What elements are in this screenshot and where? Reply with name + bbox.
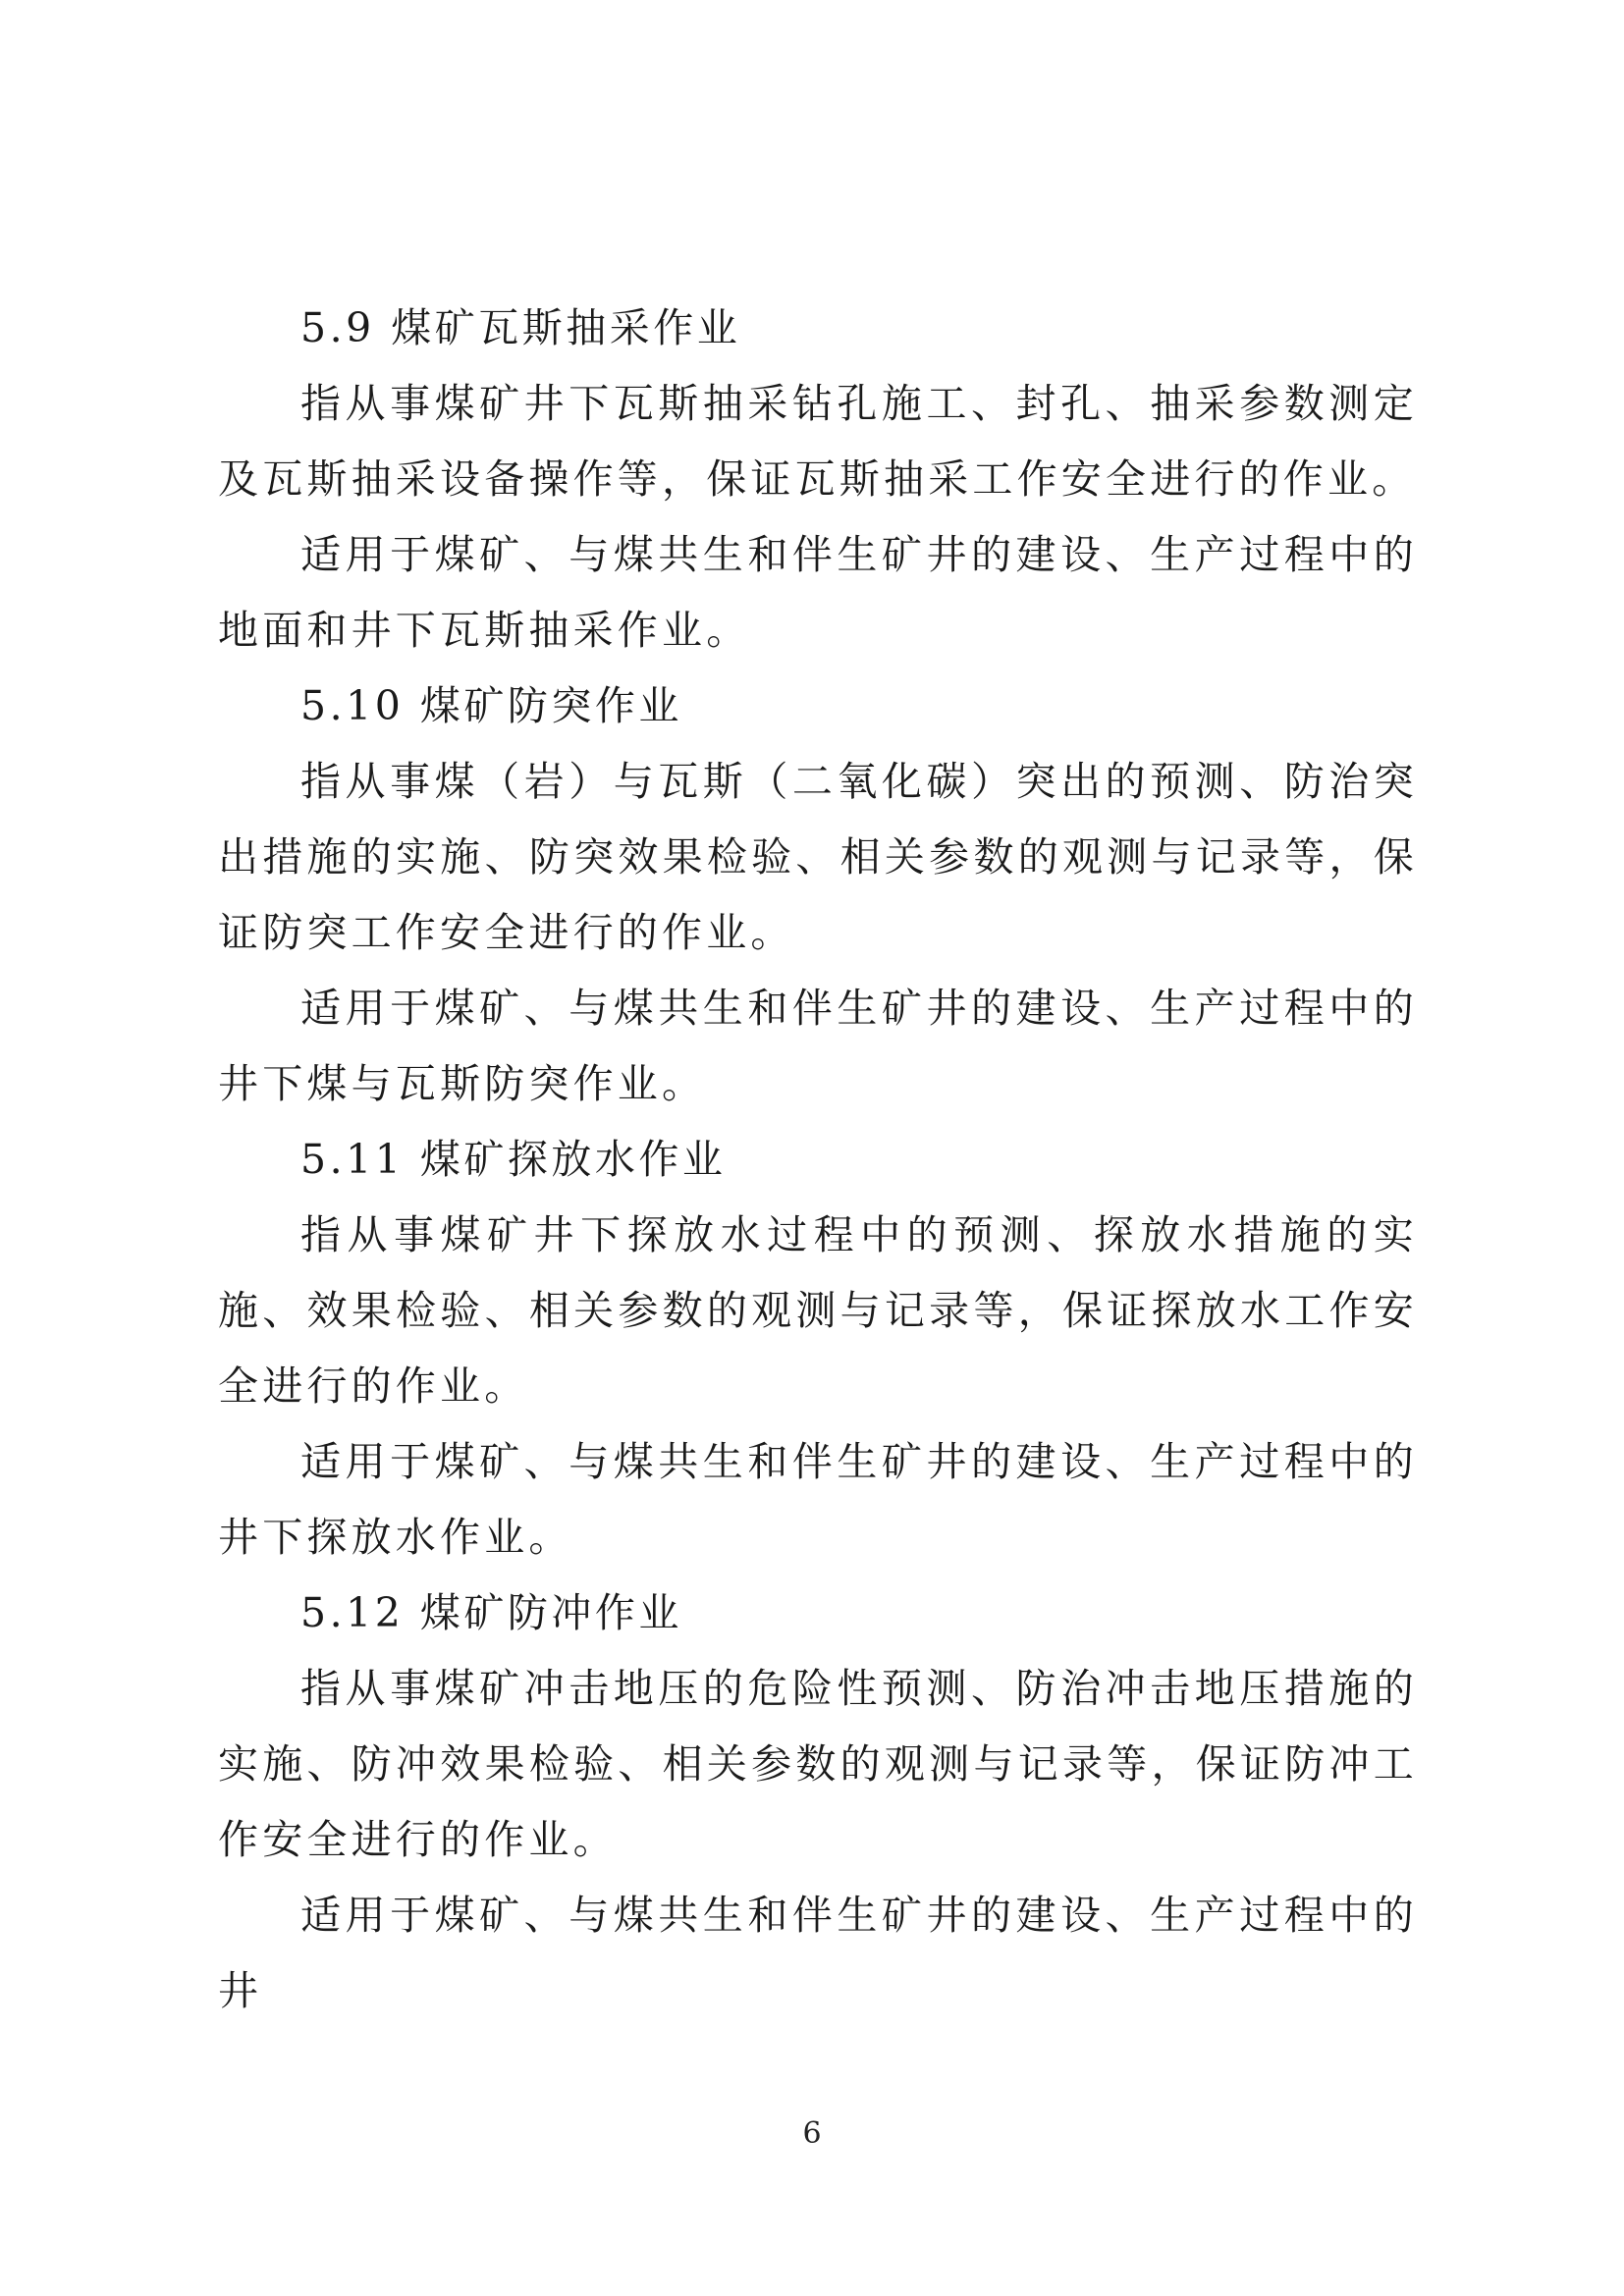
document-body xyxy=(218,291,1418,2029)
section-heading: 5.11 煤矿探放水作业 xyxy=(300,1136,727,1183)
section-definition: 指从事煤（岩）与瓦斯（二氧化碳）突出的预测、防治突出措施的实施、防突效果检验、相关参数的观测与记录等，保证防突工作安全进行的作业。 xyxy=(218,758,1418,956)
section-heading: 5.12 煤矿防冲作业 xyxy=(300,1589,682,1636)
section-definition: 指从事煤矿井下瓦斯抽采钻孔施工、封孔、抽采参数测定及瓦斯抽采设备操作等，保证瓦斯抽采工作安全进行的作业。 xyxy=(218,380,1418,503)
section-scope: 适用于煤矿、与煤共生和伴生矿井的建设、生产过程中的地面和井下瓦斯抽采作业。 xyxy=(218,531,1418,654)
section-scope: 适用于煤矿、与煤共生和伴生矿井的建设、生产过程中的井下探放水作业。 xyxy=(218,1438,1418,1561)
section-definition: 指从事煤矿冲击地压的危险性预测、防治冲击地压措施的实施、防冲效果检验、相关参数的观测与记录等，保证防冲工作安全进行的作业。 xyxy=(218,1665,1418,1863)
section-scope: 适用于煤矿、与煤共生和伴生矿井的建设、生产过程中的井下煤与瓦斯防突作业。 xyxy=(218,985,1418,1107)
section-scope: 适用于煤矿、与煤共生和伴生矿井的建设、生产过程中的井 xyxy=(218,1892,1418,2014)
page-number: 6 xyxy=(802,2116,822,2151)
section-definition: 指从事煤矿井下探放水过程中的预测、探放水措施的实施、效果检验、相关参数的观测与记录等，保证探放水工作安全进行的作业。 xyxy=(218,1211,1418,1410)
section-heading: 5.10 煤矿防突作业 xyxy=(300,682,682,729)
section-heading: 5.9 煤矿瓦斯抽采作业 xyxy=(300,304,741,351)
